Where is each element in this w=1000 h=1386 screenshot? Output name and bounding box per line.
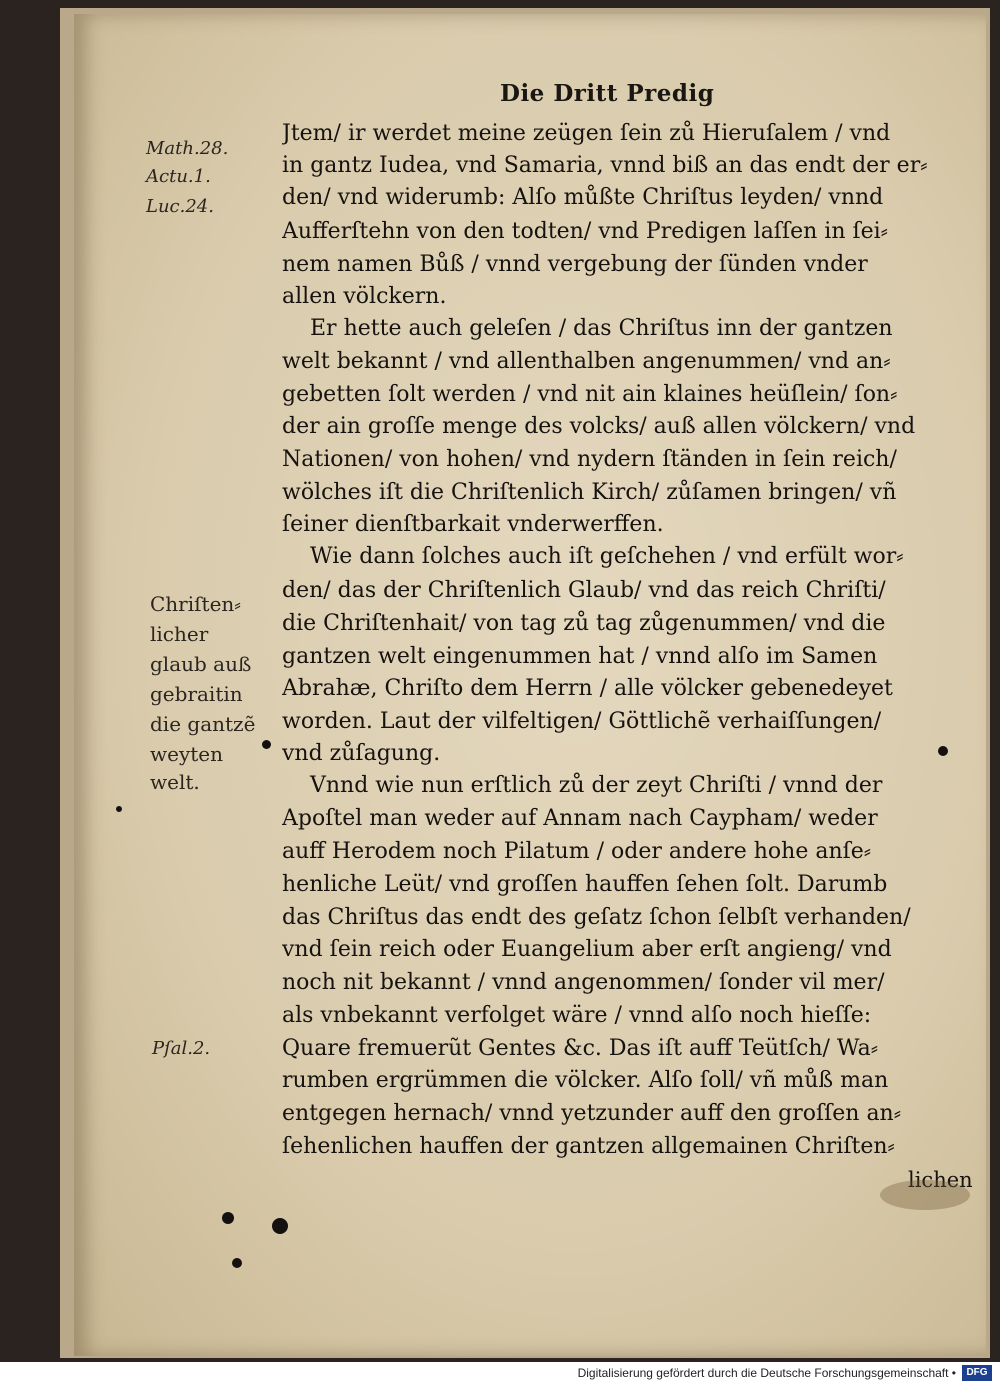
text-line: gebetten ſolt werden / vnd nit ain klaines heüſlein/ ſon⸗ [282,382,898,407]
paper-stain [880,1180,970,1210]
text-line: vnd zůſagung. [282,741,441,766]
funding-credit: Digitalisierung gefördert durch die Deutsche Forschungsgemeinschaft • [577,1366,956,1380]
text-line: den/ vnd widerumb: Alſo můßte Chriſtus leyden/ vnnd [282,185,884,210]
text-line: allen völckern. [282,284,447,309]
margin-gloss-line-2: licher [150,622,209,646]
margin-ref-luke: Luc.24. [146,196,214,217]
ink-blot [272,1218,288,1234]
margin-gloss-line-3: glaub auß [150,652,252,676]
margin-ref-psalm: Pſal.2. [152,1038,211,1059]
text-line: auff Herodem noch Pilatum / oder andere hohe anſe⸗ [282,839,872,864]
text-line: Aufferſtehn von den todten/ vnd Predigen laſſen in ſei⸗ [282,219,888,244]
text-line: welt bekannt / vnd allenthalben angenummen/ vnd an⸗ [282,349,891,374]
text-line: ſeiner dienſtbarkait vnderwerffen. [282,512,664,537]
text-line: vnd ſein reich oder Euangelium aber erſt angieng/ vnd [282,937,892,962]
text-line: wölches iſt die Chriſtenlich Kirch/ zůſamen bringen/ vñ [282,480,897,505]
text-line: ſehenlichen hauffen der gantzen allgemainen Chriſten⸗ [282,1134,895,1159]
text-line: die Chriſtenhait/ von tag zů tag zůgenummen/ vnd die [282,611,886,636]
dfg-logo: DFG [962,1365,992,1381]
running-head: Die Dritt Predig [500,80,715,107]
text-line: in gantz Iudea, vnd Samaria, vnnd biß an das endt der er⸗ [282,153,928,178]
margin-ref-acts: Actu.1. [146,166,211,187]
text-line: Er hette auch geleſen / das Chriſtus inn der gantzen [310,316,893,341]
ink-blot [262,740,271,749]
text-line: Apoſtel man weder auf Annam nach Caypham/ weder [282,806,878,831]
text-line: henliche Leüt/ vnd groſſen hauffen ſehen ſolt. Darumb [282,872,888,897]
text-line: Nationen/ von hohen/ vnd nydern ſtänden in ſein reich/ [282,447,897,472]
text-line: der ain groſſe menge des volcks/ auß allen völckern/ vnd [282,414,916,439]
text-line: noch nit bekannt / vnnd angenommen/ ſonder vil mer/ [282,970,885,995]
text-line: Abrahæ, Chriſto dem Herrn / alle völcker gebenedeyet [282,676,893,701]
margin-gloss-line-7: welt. [150,770,200,794]
margin-ref-matthew: Math.28. [146,138,229,159]
ink-blot [116,806,122,812]
text-line: gantzen welt eingenummen hat / vnnd alſo im Samen [282,644,878,669]
footer [0,1362,1000,1386]
text-line: Jtem/ ir werdet meine zeügen ſein zů Hieruſalem / vnd [282,121,891,146]
text-line: den/ das der Chriſtenlich Glaub/ vnd das reich Chriſti/ [282,578,886,603]
margin-gloss-line-6: weyten [150,742,224,766]
ink-blot [232,1258,242,1268]
margin-gloss-line-4: gebraitin [150,682,243,706]
ink-blot [938,746,948,756]
text-line: rumben ergrümmen die völcker. Alſo ſoll/ vñ můß man [282,1068,889,1093]
margin-gloss-line-5: die gantzẽ [150,712,256,736]
text-line: Wie dann ſolches auch iſt geſchehen / vnd erfült wor⸗ [310,544,904,569]
text-line: entgegen hernach/ vnnd yetzunder auff den groſſen an⸗ [282,1101,902,1126]
text-line: als vnbekannt verfolget wäre / vnnd alſo noch hieſſe: [282,1003,872,1028]
text-line: worden. Laut der vilfeltigen/ Göttlichẽ verhaiſſungen/ [282,709,882,734]
catchword: lichen [908,1168,973,1192]
text-line: das Chriſtus das endt des geſatz ſchon ſelbſt verhanden/ [282,905,911,930]
text-line: Vnnd wie nun erſtlich zů der zeyt Chriſti / vnnd der [310,773,883,798]
text-line: nem namen Bůß / vnnd vergebung der ſünden vnder [282,252,868,277]
ink-blot [222,1212,234,1224]
margin-gloss-line-1: Chriſten⸗ [150,592,241,616]
text-line: Quare fremuerũt Gentes &c. Das iſt auff Teütſch/ Wa⸗ [282,1036,879,1061]
